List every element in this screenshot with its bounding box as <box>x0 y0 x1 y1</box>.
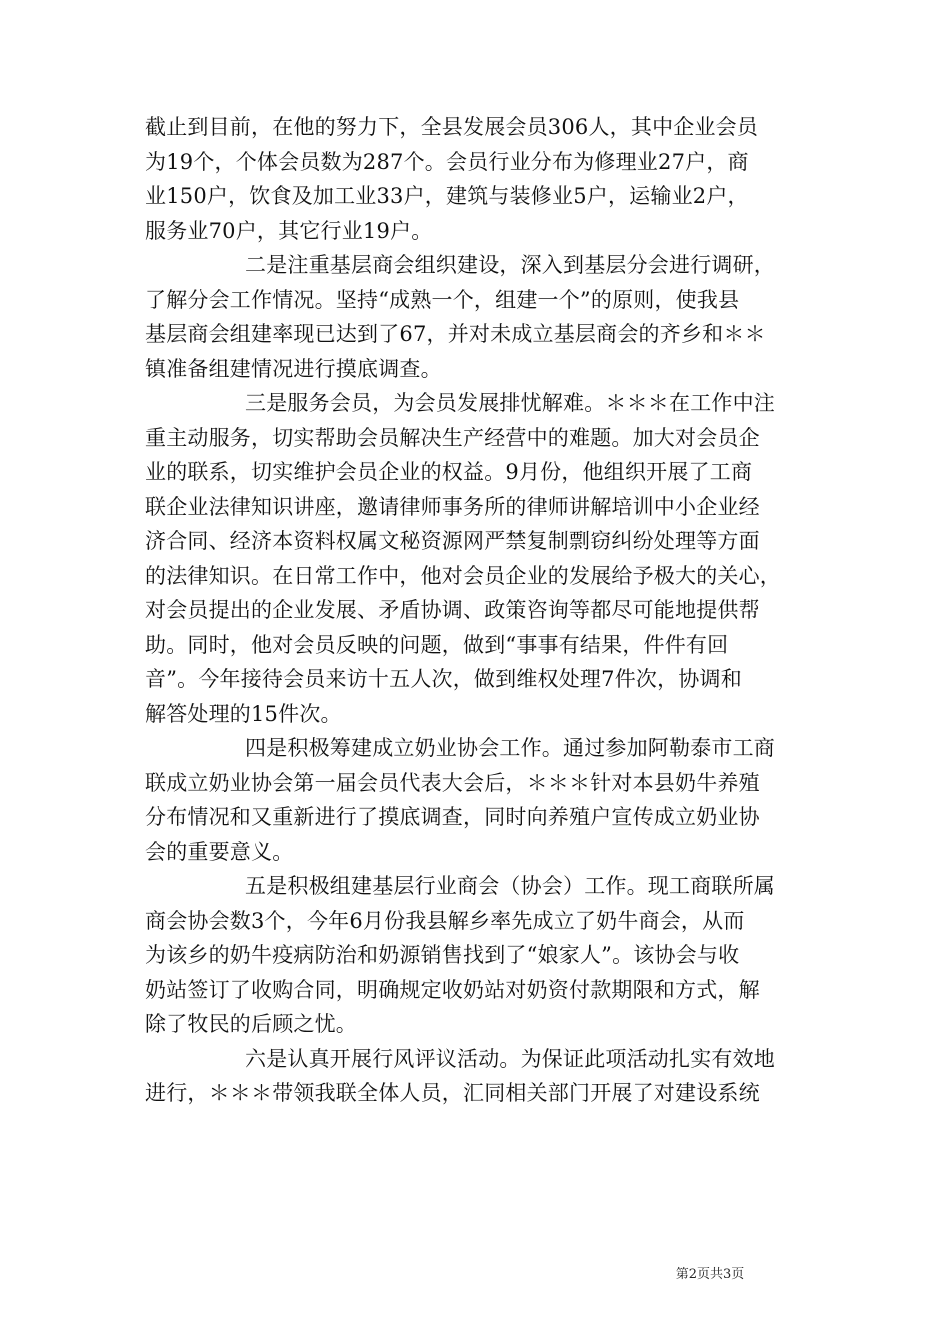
text-line: 重主动服务，切实帮助会员解决生产经营中的难题。加大对会员企 <box>145 425 760 450</box>
text-line: 业150户，饮食及加工业33户，建筑与装修业5户，运输业2户， <box>145 184 749 208</box>
paragraph-start-line: 五是积极组建基层行业商会（协会）工作。现工商联所属 <box>245 874 775 898</box>
text-line: 为19个，个体会员数为287个。会员行业分布为修理业27户，商 <box>145 149 749 174</box>
text-line: 除了牧民的后顾之忧。 <box>145 1012 357 1036</box>
text-line: 奶站签订了收购合同，明确规定收奶站对奶资付款期限和方式，解 <box>145 977 760 1002</box>
text-line: 的法律知识。在日常工作中，他对会员企业的发展给予极大的关心， <box>145 563 781 588</box>
text-line: 了解分会工作情况。坚持“成熟一个，组建一个”的原则，使我县 <box>145 287 740 312</box>
text-line: 镇准备组建情况进行摸底调查。 <box>145 356 442 381</box>
text-line: 为该乡的奶牛疫病防治和奶源销售找到了“娘家人”。该协会与收 <box>145 943 740 967</box>
text-line: 济合同、经济本资料权属文秘资源网严禁复制剽窃纠纷处理等方面 <box>145 529 760 553</box>
paragraph-start-line: 三是服务会员，为会员发展排忧解难。＊＊＊在工作中注 <box>245 391 775 415</box>
paragraph-start-line: 二是注重基层商会组织建设，深入到基层分会进行调研， <box>245 253 775 277</box>
paragraph-start-line: 六是认真开展行风评议活动。为保证此项活动扎实有效地 <box>245 1046 775 1071</box>
text-line: 商会协会数3个，今年6月份我县解乡率先成立了奶牛商会，从而 <box>145 908 745 933</box>
text-line: 服务业70户，其它行业19户。 <box>145 218 433 243</box>
text-line: 进行，＊＊＊带领我联全体人员，汇同相关部门开展了对建设系统 <box>145 1081 760 1105</box>
text-line: 分布情况和又重新进行了摸底调查，同时向养殖户宣传成立奶业协 <box>145 805 760 829</box>
text-line: 基层商会组建率现已达到了67，并对未成立基层商会的齐乡和＊＊ <box>145 322 766 346</box>
page-number-footer: 第2页共3页 <box>675 1267 745 1282</box>
text-line: 业的联系，切实维护会员企业的权益。9月份，他组织开展了工商 <box>145 460 753 484</box>
text-line: 联成立奶业协会第一届会员代表大会后，＊＊＊针对本县奶牛养殖 <box>145 770 760 795</box>
text-line: 助。同时，他对会员反映的问题，做到“事事有结果，件件有回 <box>145 632 729 657</box>
text-line: 联企业法律知识讲座，邀请律师事务所的律师讲解培训中小企业经 <box>145 494 760 519</box>
text-line: 音”。今年接待会员来访十五人次，做到维权处理7件次，协调和 <box>145 667 742 691</box>
text-line: 截止到目前，在他的努力下，全县发展会员306人，其中企业会员 <box>145 115 759 139</box>
body-text <box>145 110 825 1111</box>
text-line: 会的重要意义。 <box>145 839 294 864</box>
text-line: 解答处理的15件次。 <box>145 701 342 726</box>
text-line: 对会员提出的企业发展、矛盾协调、政策咨询等都尽可能地提供帮 <box>145 598 760 622</box>
paragraph-start-line: 四是积极筹建成立奶业协会工作。通过参加阿勒泰市工商 <box>245 736 775 760</box>
